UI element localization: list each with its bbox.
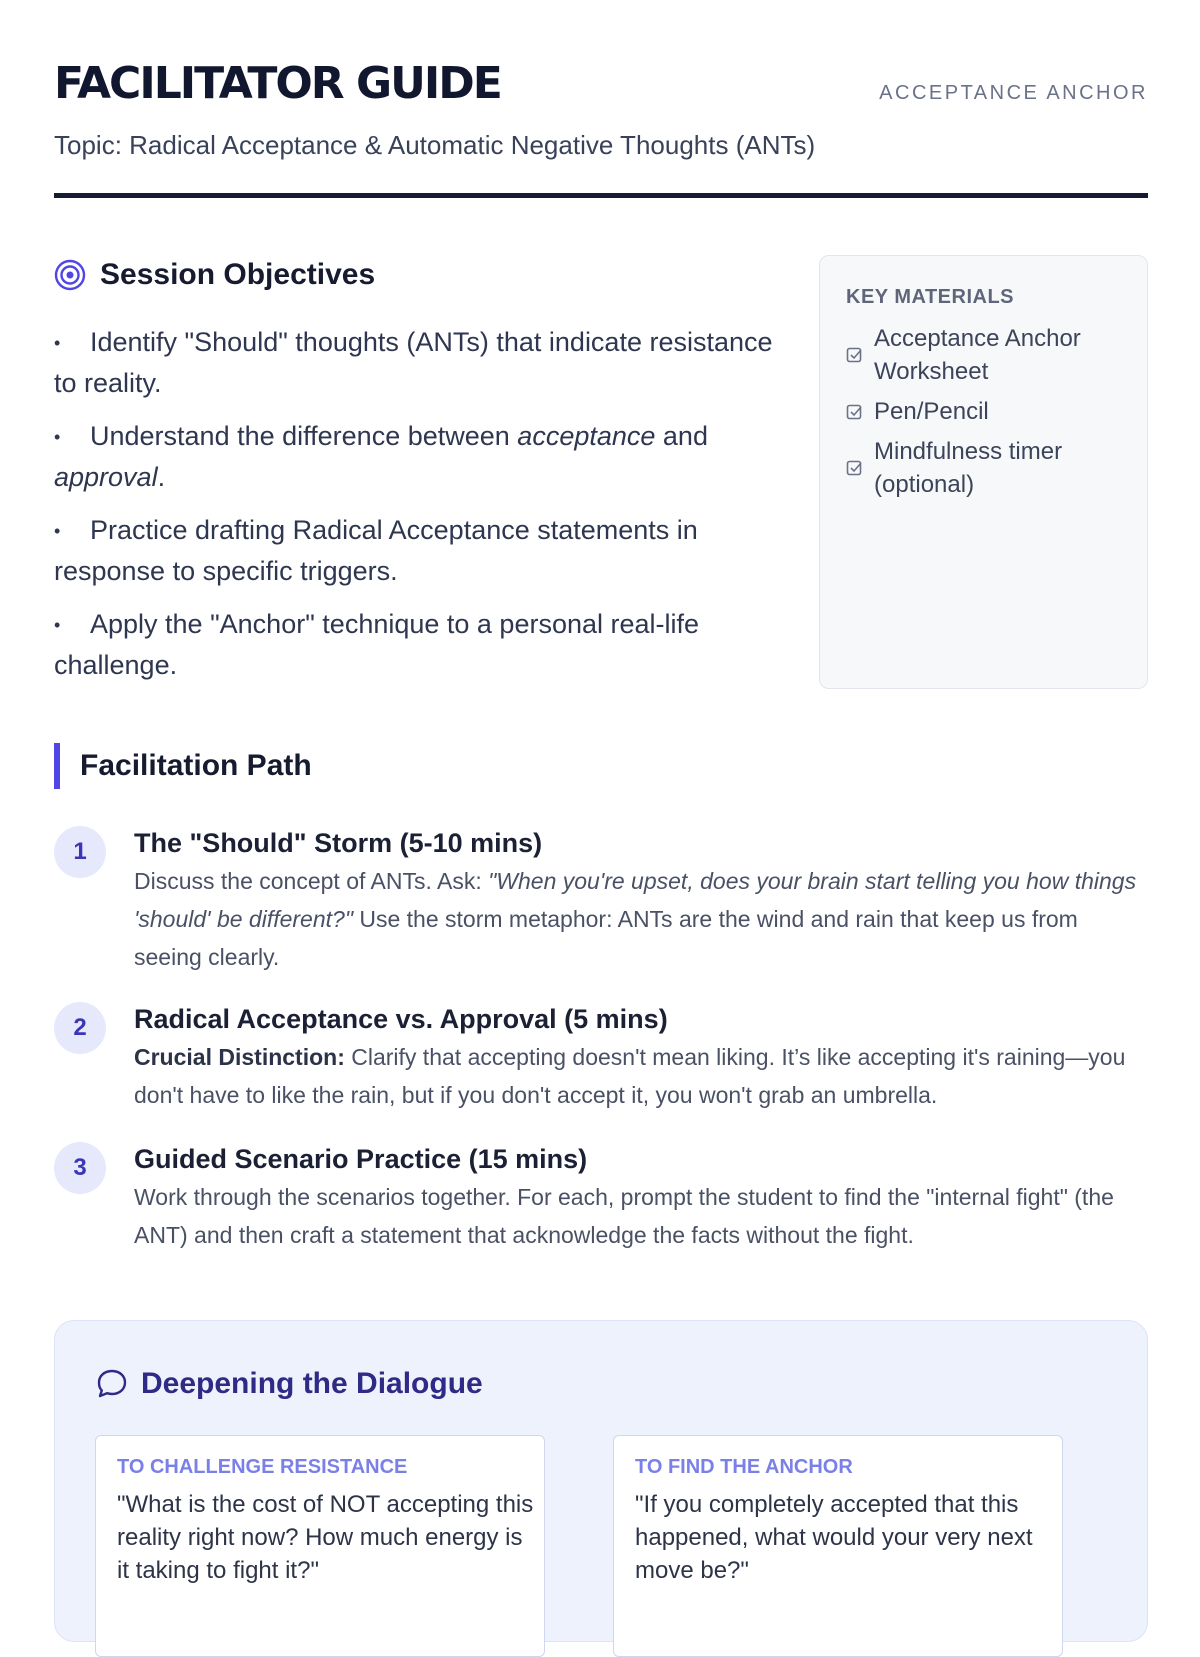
objective-item [54,604,774,685]
objective-text: Identify "Should" thoughts (ANTs) that indicate resistance to reality. [54,327,773,398]
target-icon [54,259,86,291]
bullet: • [54,521,61,541]
step-text: Clarify that accepting doesn't mean liking. It’s like accepting it's raining—you don't have to like the rain, but if you don't accept it, you won't grab an umbrella. [134,1044,1126,1108]
prompt-card [613,1435,1063,1657]
step-description [134,1038,1148,1114]
dialogue-title: Deepening the Dialogue [141,1367,483,1400]
material-item [846,322,1126,388]
dialogue-panel [54,1320,1148,1642]
prompt-card-label: TO CHALLENGE RESISTANCE [117,1456,408,1478]
prompt-card-text: "If you completely accepted that this happened, what would your very next move be?" [635,1491,1033,1584]
objectives-list [54,322,774,698]
prompt-card-text: "What is the cost of NOT accepting this reality right now? How much energy is it taking to fight it?" [117,1491,534,1584]
accent-bar [54,743,60,789]
material-label: Mindfulness timer (optional) [874,438,1063,498]
step-title: Guided Scenario Practice (15 mins) [134,1144,588,1174]
speech-bubble-icon [95,1367,129,1401]
objective-item [54,510,774,591]
step-content [134,1002,1148,1114]
page-title: FACILITATOR GUIDE [54,58,501,109]
bullet: • [54,615,61,635]
step-number-badge: 3 [54,1142,106,1194]
objective-text: . [157,462,166,492]
material-label: Acceptance Anchor Worksheet [874,325,1081,385]
bullet: • [54,333,61,353]
facilitation-path-header [54,743,312,789]
key-materials-panel [819,255,1148,689]
objective-emphasis: approval [54,462,158,492]
material-label: Pen/Pencil [874,398,989,425]
prompt-card [95,1435,545,1657]
material-item [846,395,1126,428]
step-number-badge: 1 [54,826,106,878]
step-emphasis: Crucial Distinction: [134,1044,345,1070]
topic-subtitle: Topic: Radical Acceptance & Automatic Negative Thoughts (ANTs) [54,130,816,160]
step-quote: "When you're upset, does your brain start telling you how things 'should' be different?" [134,868,1137,932]
facilitation-path-title: Facilitation Path [80,749,312,782]
step-description: Work through the scenarios together. For each, prompt the student to find the "internal fight" (the ANT) and then craft a statement that acknowledge the facts without the fight. [134,1184,1114,1248]
prompt-card-label: TO FIND THE ANCHOR [635,1456,853,1478]
objectives-title: Session Objectives [100,258,376,291]
step-content [134,826,1148,976]
materials-title: KEY MATERIALS [846,286,1014,308]
objective-text: Practice drafting Radical Acceptance statements in response to specific triggers. [54,515,698,586]
step-description [134,862,1148,976]
dialogue-header [95,1367,483,1401]
step-number-badge: 2 [54,1002,106,1054]
bullet: • [54,427,61,447]
brand-label: ACCEPTANCE ANCHOR [879,82,1148,104]
step-text: Discuss the concept of ANTs. Ask: [134,868,489,894]
checkbox-icon [846,403,864,421]
step-content [134,1142,1148,1254]
step-title: Radical Acceptance vs. Approval (5 mins) [134,1004,668,1034]
objective-item [54,416,774,497]
header-divider [54,193,1148,198]
objectives-header [54,258,375,292]
objective-emphasis: acceptance [517,421,656,451]
materials-list [846,322,1126,508]
objective-text: Understand the difference between [90,421,518,451]
material-item [846,435,1126,501]
checkbox-icon [846,459,864,477]
objective-text: and [655,421,708,451]
step-text: Use the storm metaphor: ANTs are the wind and rain that keep us from seeing clearly. [134,906,1078,970]
step-title: The "Should" Storm (5-10 mins) [134,828,543,858]
objective-text: Apply the "Anchor" technique to a personal real-life challenge. [54,609,700,680]
checkbox-icon [846,346,864,364]
objective-item [54,322,774,403]
